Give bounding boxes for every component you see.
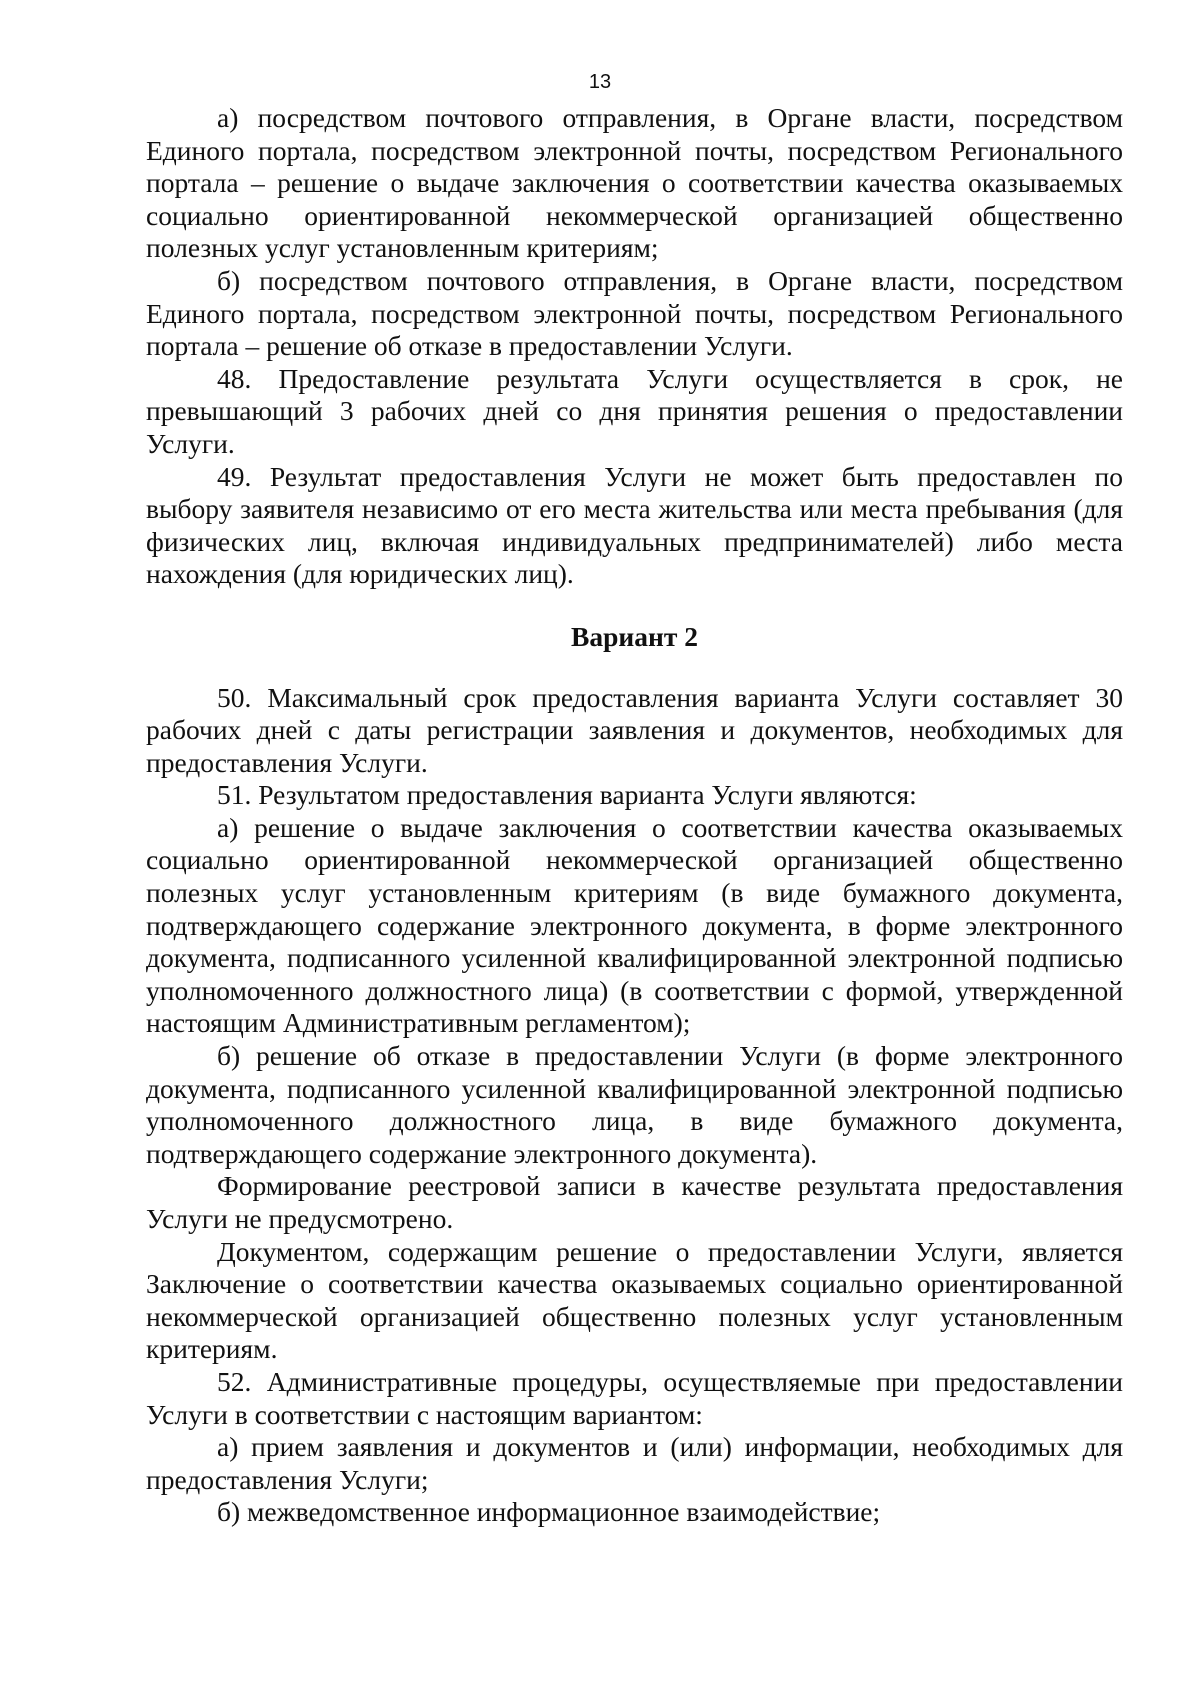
paragraph-48: 48. Предоставление результата Услуги осуществляется в срок, не превышающий 3 рабочих дней со дня принятия решения о предоставлении Услуги. — [146, 362, 1123, 459]
document-body — [146, 102, 1123, 1529]
paragraph-52-b: б) межведомственное информационное взаимодействие; — [217, 1496, 881, 1528]
paragraph-b-postal-refusal: б) посредством почтового отправления, в Органе власти, посредством Единого портала, посредством электронной почты, посредством Регионального портала – решение об отказе в предоставлении Услуги. — [146, 264, 1123, 362]
paragraph-decision-document: Документом, содержащим решение о предоставлении Услуги, является Заключение о соответствии качества оказываемых социально ориентированной некоммерческой организацией общественно полезных услуг установленным критериям. — [146, 1235, 1123, 1365]
paragraph-52: 52. Административные процедуры, осуществляемые при предоставлении Услуги в соответствии с настоящим вариантом: — [146, 1365, 1123, 1430]
paragraph-49: 49. Результат предоставления Услуги не может быть предоставлен по выбору заявителя независимо от его места жительства или места пребывания (для физических лиц, включая индивидуальных предпринимателей) либо места нахождения (для юридических лиц). — [146, 460, 1123, 590]
paragraph-50: 50. Максимальный срок предоставления варианта Услуги составляет 30 рабочих дней с даты регистрации заявления и документов, необходимых для предоставления Услуги. — [146, 681, 1123, 778]
paragraph-51-a: а) решение о выдаче заключения о соответствии качества оказываемых социально ориентированной некоммерческой организацией общественно полезных услуг установленным критериям (в виде бумажного документа, подтверждающего содержание электронного документа, в форме электронного документа, подписанного усиленной квалифицированной электронной подписью уполномоченного должностного лица) (в соответствии с формой, утвержденной настоящим Административным регламентом); — [146, 811, 1123, 1039]
paragraph-registry-record: Формирование реестровой записи в качестве результата предоставления Услуги не предусмотрено. — [146, 1170, 1123, 1234]
paragraph-52-a: а) прием заявления и документов и (или) информации, необходимых для предоставления Услуги; — [146, 1431, 1123, 1495]
paragraph-51-b: б) решение об отказе в предоставлении Услуги (в форме электронного документа, подписанного усиленной квалифицированной электронной подписью уполномоченного должностного лица, в виде бумажного документа, подтверждающего содержание электронного документа). — [146, 1040, 1123, 1169]
section-heading-variant-2: Вариант 2 — [571, 620, 698, 652]
paragraph-a-postal-decision: а) посредством почтового отправления, в Органе власти, посредством Единого портала, посредством электронной почты, посредством Регионального портала – решение о выдаче заключения о соответствии качества оказываемых социально ориентированной некоммерческой организацией общественно полезных услуг установленным критериям; — [146, 102, 1123, 264]
paragraph-51: 51. Результатом предоставления варианта Услуги являются: — [217, 779, 917, 811]
page-number: 13 — [588, 71, 612, 93]
